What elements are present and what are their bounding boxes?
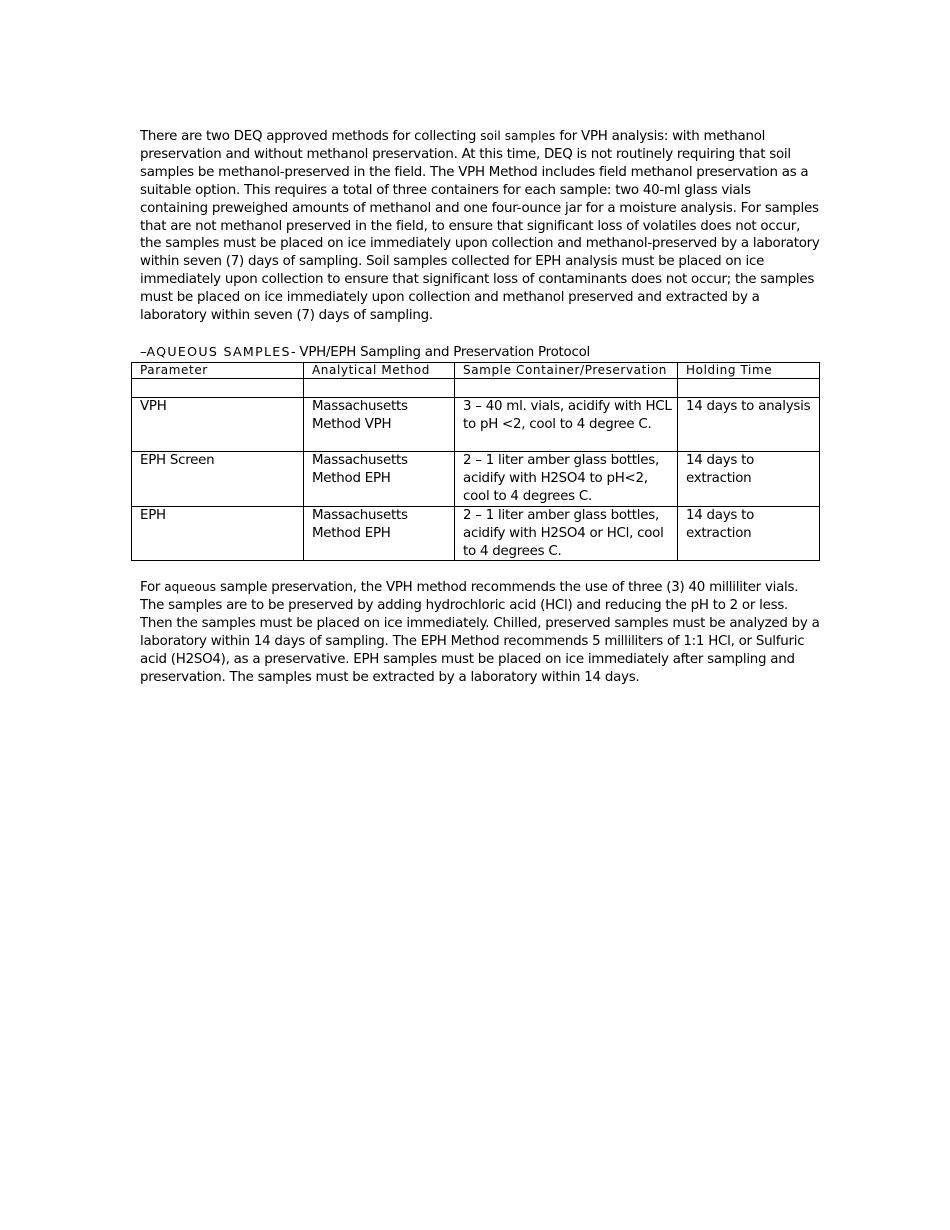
container-cell: 2 – 1 liter amber glass bottles, acidify with H2SO4 to pH<2, cool to 4 degrees C. xyxy=(455,452,678,507)
table-row-eph-screen xyxy=(132,452,820,507)
table-blank-row xyxy=(132,379,820,398)
method-line-2: Method EPH xyxy=(312,525,391,541)
blank-cell xyxy=(678,379,820,398)
aqueous-emphasis: aqueous xyxy=(164,580,217,594)
column-header-holding-time: Holding Time xyxy=(678,363,820,379)
soil-samples-emphasis: soil samples xyxy=(480,129,556,143)
table-title-dash: – xyxy=(140,345,147,360)
sampling-protocol-table xyxy=(131,362,820,561)
method-line-1: Massachusetts xyxy=(312,453,408,468)
blank-cell xyxy=(304,379,455,398)
container-cell: 3 – 40 ml. vials, acidify with HCL to pH <2, cool to 4 degree C. xyxy=(455,398,678,452)
aqueous-samples-paragraph xyxy=(140,579,820,686)
method-line-1: Massachusetts xyxy=(312,507,408,523)
container-cell: 2 – 1 liter amber glass bottles, acidify with H2SO4 or HCl, cool to 4 degrees C. xyxy=(455,506,678,561)
holding-time-cell: 14 days to extraction xyxy=(678,506,820,561)
parameter-cell: EPH xyxy=(132,506,304,561)
table-header-row xyxy=(132,363,820,379)
parameter-cell: VPH xyxy=(132,398,304,452)
method-line-2: Method EPH xyxy=(312,470,391,486)
method-cell xyxy=(304,506,455,561)
aqueous-paragraph-lead: For xyxy=(140,580,165,595)
parameter-cell: EPH Screen xyxy=(132,452,304,507)
soil-samples-paragraph xyxy=(140,128,820,325)
holding-time-cell: 14 days to analysis xyxy=(678,398,820,452)
soil-paragraph-rest: for VPH analysis: with methanol preservation and without methanol preservation. At this time, DEQ is not routinely requiring that soil samples be methanol-preserved in the field. The VPH Method includes field methanol preservation as a suitable option. This requires a total of three containers for each sample: two 40-ml glass vials containing preweighed amounts of methanol and one four-ounce jar for a moisture analysis. For samples that are not methanol preserved in the field, to ensure that significant loss of volatiles does not occur, the samples must be placed on ice immediately upon collection and methanol-preserved by a laboratory within seven (7) days of sampling. Soil samples collected for EPH analysis must be placed on ice immediately upon collection to ensure that significant loss of contaminants does not occur; the samples must be placed on ice immediately upon collection and methanol preserved and extracted by a laboratory within seven (7) days of sampling. xyxy=(140,129,820,324)
method-cell xyxy=(304,398,455,452)
table-title-aqueous-samples: AQUEOUS SAMPLES xyxy=(146,344,291,359)
table-title xyxy=(140,343,590,361)
table-title-suffix: - VPH/EPH Sampling and Preservation Protocol xyxy=(290,345,590,360)
method-cell xyxy=(304,452,455,507)
holding-time-cell: 14 days to extraction xyxy=(678,452,820,507)
column-header-analytical-method: Analytical Method xyxy=(304,363,455,379)
column-header-sample-container: Sample Container/Preservation xyxy=(455,363,678,379)
blank-cell xyxy=(132,379,304,398)
soil-paragraph-lead: There are two DEQ approved methods for collecting xyxy=(140,129,481,144)
table-row-vph xyxy=(132,398,820,452)
column-header-parameter: Parameter xyxy=(132,363,304,379)
aqueous-paragraph-rest: sample preservation, the VPH method recommends the use of three (3) 40 milliliter vials. The samples are to be preserved by adding hydrochloric acid (HCl) and reducing the pH to 2 or less. Then the samples must be placed on ice immediately. Chilled, preserved samples must be analyzed by a laboratory within 14 days of sampling. The EPH Method recommends 5 milliliters of 1:1 HCl, or Sulfuric acid (H2SO4), as a preservative. EPH samples must be placed on ice immediately after sampling and preservation. The samples must be extracted by a laboratory within 14 days. xyxy=(140,580,820,685)
method-line-1: Massachusetts xyxy=(312,399,408,414)
table-row-eph xyxy=(132,506,820,561)
method-line-2: Method VPH xyxy=(312,416,392,432)
blank-cell xyxy=(455,379,678,398)
